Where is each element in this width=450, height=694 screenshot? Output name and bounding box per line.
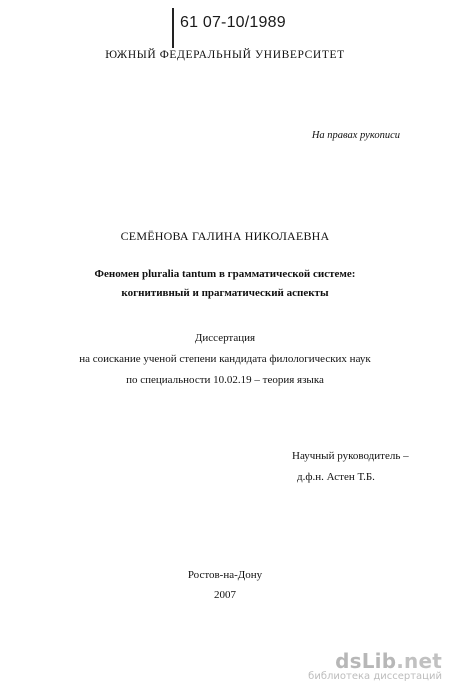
- specialty-line: по специальности 10.02.19 – теория языка: [126, 374, 324, 386]
- watermark-logo-domain: .net: [396, 649, 442, 673]
- margin-mark: [172, 8, 174, 48]
- year: 2007: [214, 589, 236, 601]
- watermark-logo-main: dsLib: [335, 649, 397, 673]
- title-line-2: когнитивный и прагматический аспекты: [121, 287, 329, 299]
- advisor-name: д.ф.н. Астен Т.Б.: [297, 471, 375, 483]
- advisor-role: Научный руководитель –: [292, 450, 409, 462]
- register-number: 61 07-10/1989: [180, 14, 286, 31]
- dissertation-title: [0, 265, 450, 303]
- title-line-1: Феномен pluralia tantum в грамматической системе:: [94, 268, 356, 280]
- author-name: СЕМЁНОВА ГАЛИНА НИКОЛАЕВНА: [120, 229, 330, 243]
- dissertation-label: Диссертация: [194, 332, 256, 344]
- watermark-caption: библиотека диссертаций: [308, 671, 442, 682]
- watermark: [292, 649, 442, 682]
- dissertation-info: [0, 328, 450, 391]
- city: Ростов-на-Дону: [187, 569, 263, 581]
- rights-note: На правах рукописи: [311, 130, 400, 141]
- advisor-block: [292, 446, 409, 488]
- watermark-logo: [292, 649, 442, 673]
- university-name: ЮЖНЫЙ ФЕДЕРАЛЬНЫЙ УНИВЕРСИТЕТ: [105, 49, 345, 61]
- degree-line: на соискание ученой степени кандидата филологических наук: [79, 353, 371, 365]
